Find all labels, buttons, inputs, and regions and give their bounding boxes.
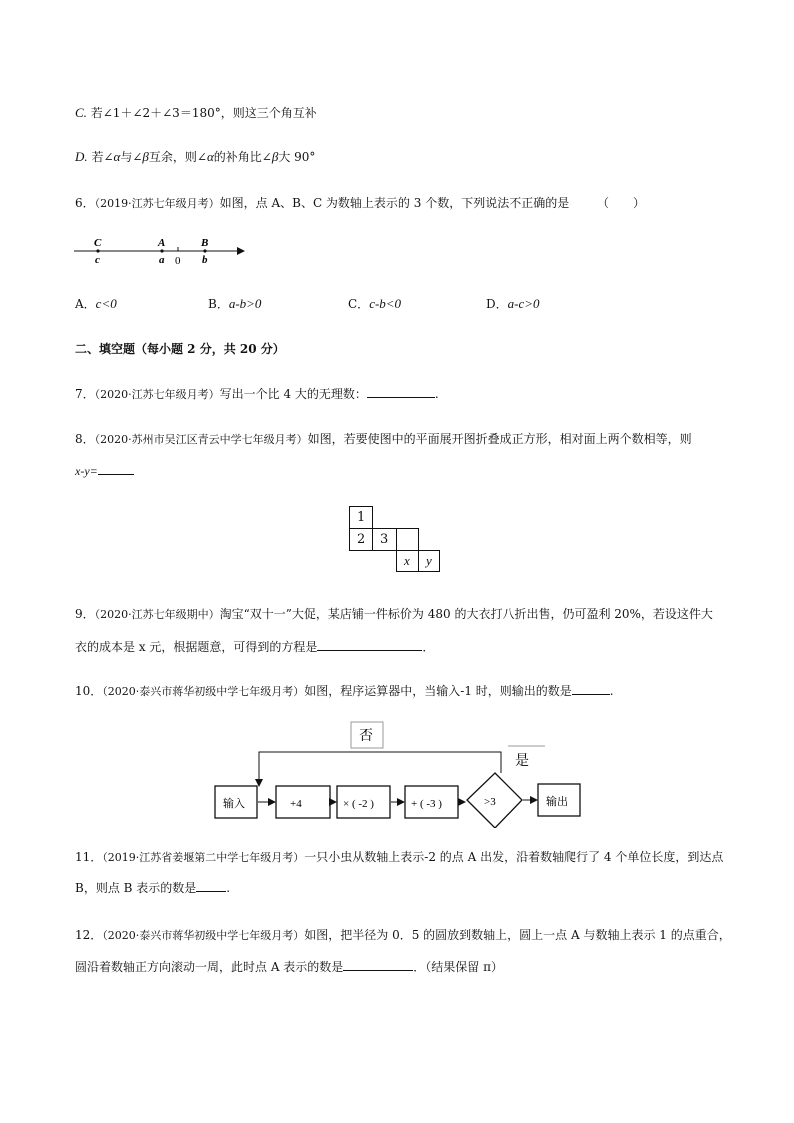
q6-option-c: C．c-b<0 (348, 296, 402, 311)
q5-option-c: C. 若∠1＋∠2＋∠3＝180°，则这三个角互补 (75, 105, 317, 120)
label-upper-c: C (94, 237, 102, 249)
q10-flowchart (205, 718, 590, 828)
flow-loop-line (259, 752, 501, 786)
net-cell: 2 (349, 528, 373, 551)
flow-input-label: 输入 (223, 798, 245, 810)
flow-no-label: 否 (359, 729, 373, 744)
label-upper-b: B (201, 237, 209, 249)
flow-yes-label: 是 (515, 754, 529, 769)
q10-stem: 10．（2020·泰兴市蒋华初级中学七年级月考）如图，程序运算器中，当输入-1 时，则输出的数是 . (75, 684, 614, 698)
q9-stem: 9．（2020·江苏七年级期中）淘宝“双十一”大促，某店铺一件标价为 480 的大衣打八折出售，仍可盈利 20%，若设这件大 (75, 607, 713, 621)
q7-stem: 7．（2020·江苏七年级月考）写出一个比 4 大的无理数： . (75, 387, 439, 401)
label-upper-a: A (158, 237, 166, 249)
q6-option-a: A．c<0 (75, 296, 117, 311)
point-a (160, 249, 163, 252)
q6-option-b: B．a-b>0 (208, 296, 262, 311)
answer-blank[interactable] (98, 462, 134, 475)
section-title: 二、填空题（每小题 2 分，共 20 分） (75, 342, 285, 356)
flow-step3-label: + ( -3 ) (411, 798, 442, 810)
point-b (203, 249, 206, 252)
label-lower-a: a (159, 254, 165, 266)
label-lower-c: c (95, 254, 100, 266)
label-lower-b: b (202, 254, 208, 266)
flow-step2-label: × ( -2 ) (343, 798, 374, 810)
flow-step1-label: +4 (290, 798, 302, 810)
flow-condition-label: >3 (484, 796, 496, 808)
flow-step1-box (276, 786, 330, 818)
point-c (96, 249, 99, 252)
q5-option-d: D. 若∠α与∠β互余，则∠α的补角比∠β大 90° (75, 149, 316, 164)
q8-stem-line2: x-y= (75, 462, 134, 479)
net-cell: 3 (372, 528, 397, 551)
answer-blank[interactable] (317, 638, 422, 651)
q11-stem-line2: B，则点 B 表示的数是 . (75, 881, 231, 895)
answer-blank[interactable] (196, 879, 226, 892)
net-cell (396, 528, 419, 551)
q12-stem: 12．（2020·泰兴市蒋华初级中学七年级月考）如图，把半径为 0．5 的圆放到数轴上，圆上一点 A 与数轴上表示 1 的点重合， (75, 928, 731, 942)
q6-number-line-figure (72, 234, 257, 268)
flow-output-label: 输出 (546, 796, 568, 808)
net-cell: y (418, 550, 440, 572)
net-cell: 1 (349, 506, 373, 529)
answer-blank[interactable] (572, 682, 610, 695)
q6-option-d: D．a-c>0 (486, 296, 540, 311)
answer-blank[interactable] (367, 385, 435, 398)
q12-stem-line2: 圆沿着数轴正方向滚动一周，此时点 A 表示的数是 ．（结果保留 π） (75, 960, 503, 974)
q6-stem: 6．（2019·江苏七年级月考）如图，点 A、B、C 为数轴上表示的 3 个数，下列说法不正确的是 （ ） (75, 196, 646, 210)
q9-stem-line2: 衣的成本是 x 元，根据题意，可得到的方程是 ． (75, 640, 435, 654)
label-lower-zero: 0 (175, 255, 181, 267)
q8-stem: 8．（2020·苏州市吴江区青云中学七年级月考）如图，若要使图中的平面展开图折叠成正方形，相对面上两个数相等，则 (75, 432, 692, 446)
answer-blank[interactable] (343, 958, 413, 971)
q11-stem: 11．（2019·江苏省姜堰第二中学七年级月考）一只小虫从数轴上表示-2 的点 A 出发，沿着数轴爬行了 4 个单位长度，到达点 (75, 850, 724, 864)
net-cell: x (396, 550, 419, 572)
